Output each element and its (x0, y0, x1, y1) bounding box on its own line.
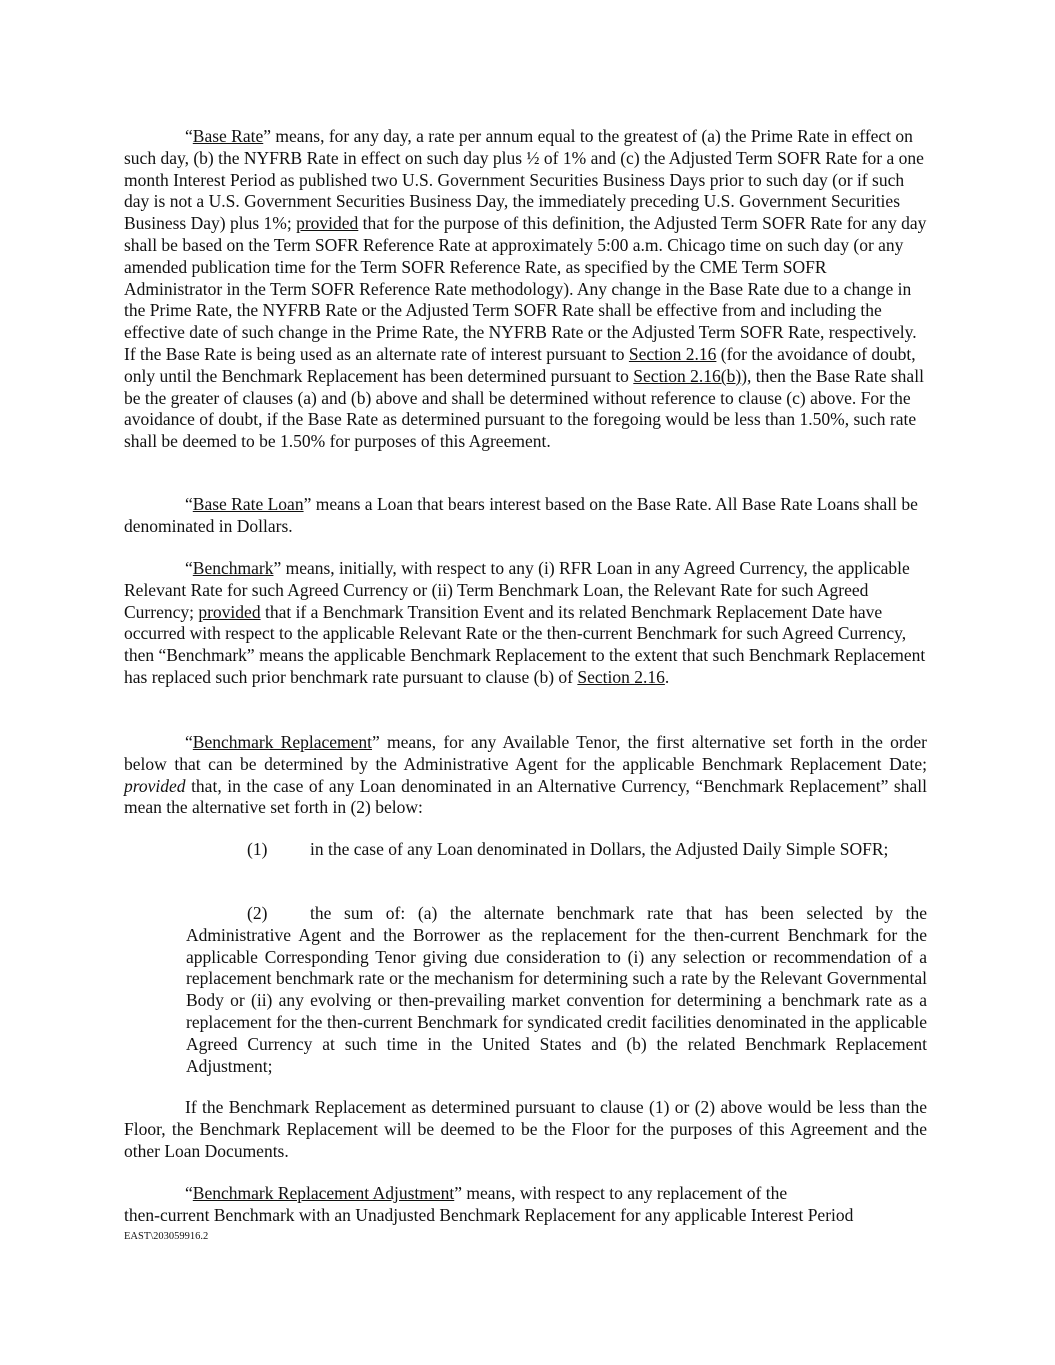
floor-paragraph: If the Benchmark Replacement as determined pursuant to clause (1) or (2) above would be less than the Floor, the Benchmark Replacement will be deemed to be the Floor for the purposes of this Agreement and the other Loan Documents. (124, 1097, 927, 1161)
clause-number: (2) (247, 903, 268, 923)
defined-term-benchmark-replacement: Benchmark Replacement (192, 732, 373, 752)
provided-keyword: provided (124, 775, 186, 796)
definition-base-rate: “Base Rate” means, for any day, a rate per annum equal to the greatest of (a) the Prime Rate in effect on such day, (b) the NYFRB Rate in effect on such day plus ½ of 1% and (c) the Adjusted Term SOFR Rate for a one month Interest Period as published two U.S. Government Securities Business Days prior to such day (or if such day is not a U.S. Government Securities Business Day, the immediately preceding U.S. Government Securities Business Day) plus 1%; provided that for the purpose of this definition, the Adjusted Term SOFR Rate for any day shall be based on the Term SOFR Reference Rate at approximately 5:00 a.m. Chicago time on such day (or any amended publication time for the Term SOFR Reference Rate, as specified by the CME Term SOFR Administrator in the Term SOFR Reference Rate methodology). Any change in the Base Rate due to a change in the Prime Rate, the NYFRB Rate or the Adjusted Term SOFR Rate shall be effective from and including the effective date of such change in the Prime Rate, the NYFRB Rate or the Adjusted Term SOFR Rate, respectively. If the Base Rate is being used as an alternate rate of interest pursuant to Section 2.16 (for the avoidance of doubt, only until the Benchmark Replacement has been determined pursuant to Section 2.16(b)), then the Base Rate shall be the greater of clauses (a) and (b) above and shall be determined without reference to clause (c) above. For the avoidance of doubt, if the Base Rate as determined pursuant to the foregoing would be less than 1.50%, such rate shall be deemed to be 1.50% for purposes of this Agreement. (124, 126, 927, 452)
clause-1: (1) in the case of any Loan denominated in Dollars, the Adjusted Daily Simple SOFR; (247, 839, 889, 859)
section-reference: Section 2.16(b) (633, 365, 742, 386)
definition-base-rate-loan: “Base Rate Loan” means a Loan that bears interest based on the Base Rate. All Base Rate Loans shall be denominated in Dollars. (124, 494, 918, 536)
definition-benchmark: “Benchmark” means, initially, with respect to any (i) RFR Loan in any Agreed Currency, the applicable Relevant Rate for such Agreed Currency or (ii) Term Benchmark Loan, the Relevant Rate for such Agreed Currency; provided that if a Benchmark Transition Event and its related Benchmark Replacement Date have occurred with respect to the applicable Relevant Rate or the then-current Benchmark for such Agreed Currency, then “Benchmark” means the applicable Benchmark Replacement to the extent that such Benchmark Replacement has replaced such prior benchmark rate pursuant to clause (b) of Section 2.16. (124, 558, 926, 687)
document-id-footer: EAST\203059916.2 (124, 1231, 209, 1242)
defined-term-benchmark: Benchmark (192, 558, 274, 578)
definition-benchmark-replacement-adjustment: “Benchmark Replacement Adjustment” means, with respect to any replacement of the then-current Benchmark with an Unadjusted Benchmark Replacement for any applicable Interest Period (124, 1183, 854, 1225)
clause-2: (2) the sum of: (a) the alternate benchmark rate that has been selected by the Administrative Agent and the Borrower as the replacement for the then-current Benchmark for the applicable Corresponding Tenor giving due consideration to (i) any selection or recommendation of a replacement benchmark rate or the mechanism for determining such a rate by the Relevant Governmental Body or (ii) any evolving or then-prevailing market convention for determining a benchmark rate as a replacement for the then-current Benchmark for syndicated credit facilities denominated in the applicable Agreed Currency at such time in the United States and (b) the related Benchmark Replacement Adjustment; (186, 903, 927, 1076)
clause-number: (1) (247, 839, 268, 859)
defined-term-benchmark-replacement-adjustment: Benchmark Replacement Adjustment (192, 1183, 455, 1203)
defined-term-base-rate: Base Rate (192, 126, 264, 146)
defined-term-base-rate-loan: Base Rate Loan (192, 494, 304, 514)
provided-keyword: provided (296, 213, 359, 234)
section-reference: Section 2.16 (628, 343, 717, 364)
definition-benchmark-replacement: “Benchmark Replacement” means, for any Available Tenor, the first alternative set forth in the order below that can be determined by the Administrative Agent for the applicable Benchmark Replacement Date; provided that, in the case of any Loan denominated in an Alternative Currency, “Benchmark Replacement” shall mean the alternative set forth in (2) below: (124, 732, 927, 818)
provided-keyword: provided (198, 601, 261, 622)
section-reference: Section 2.16 (577, 666, 665, 687)
